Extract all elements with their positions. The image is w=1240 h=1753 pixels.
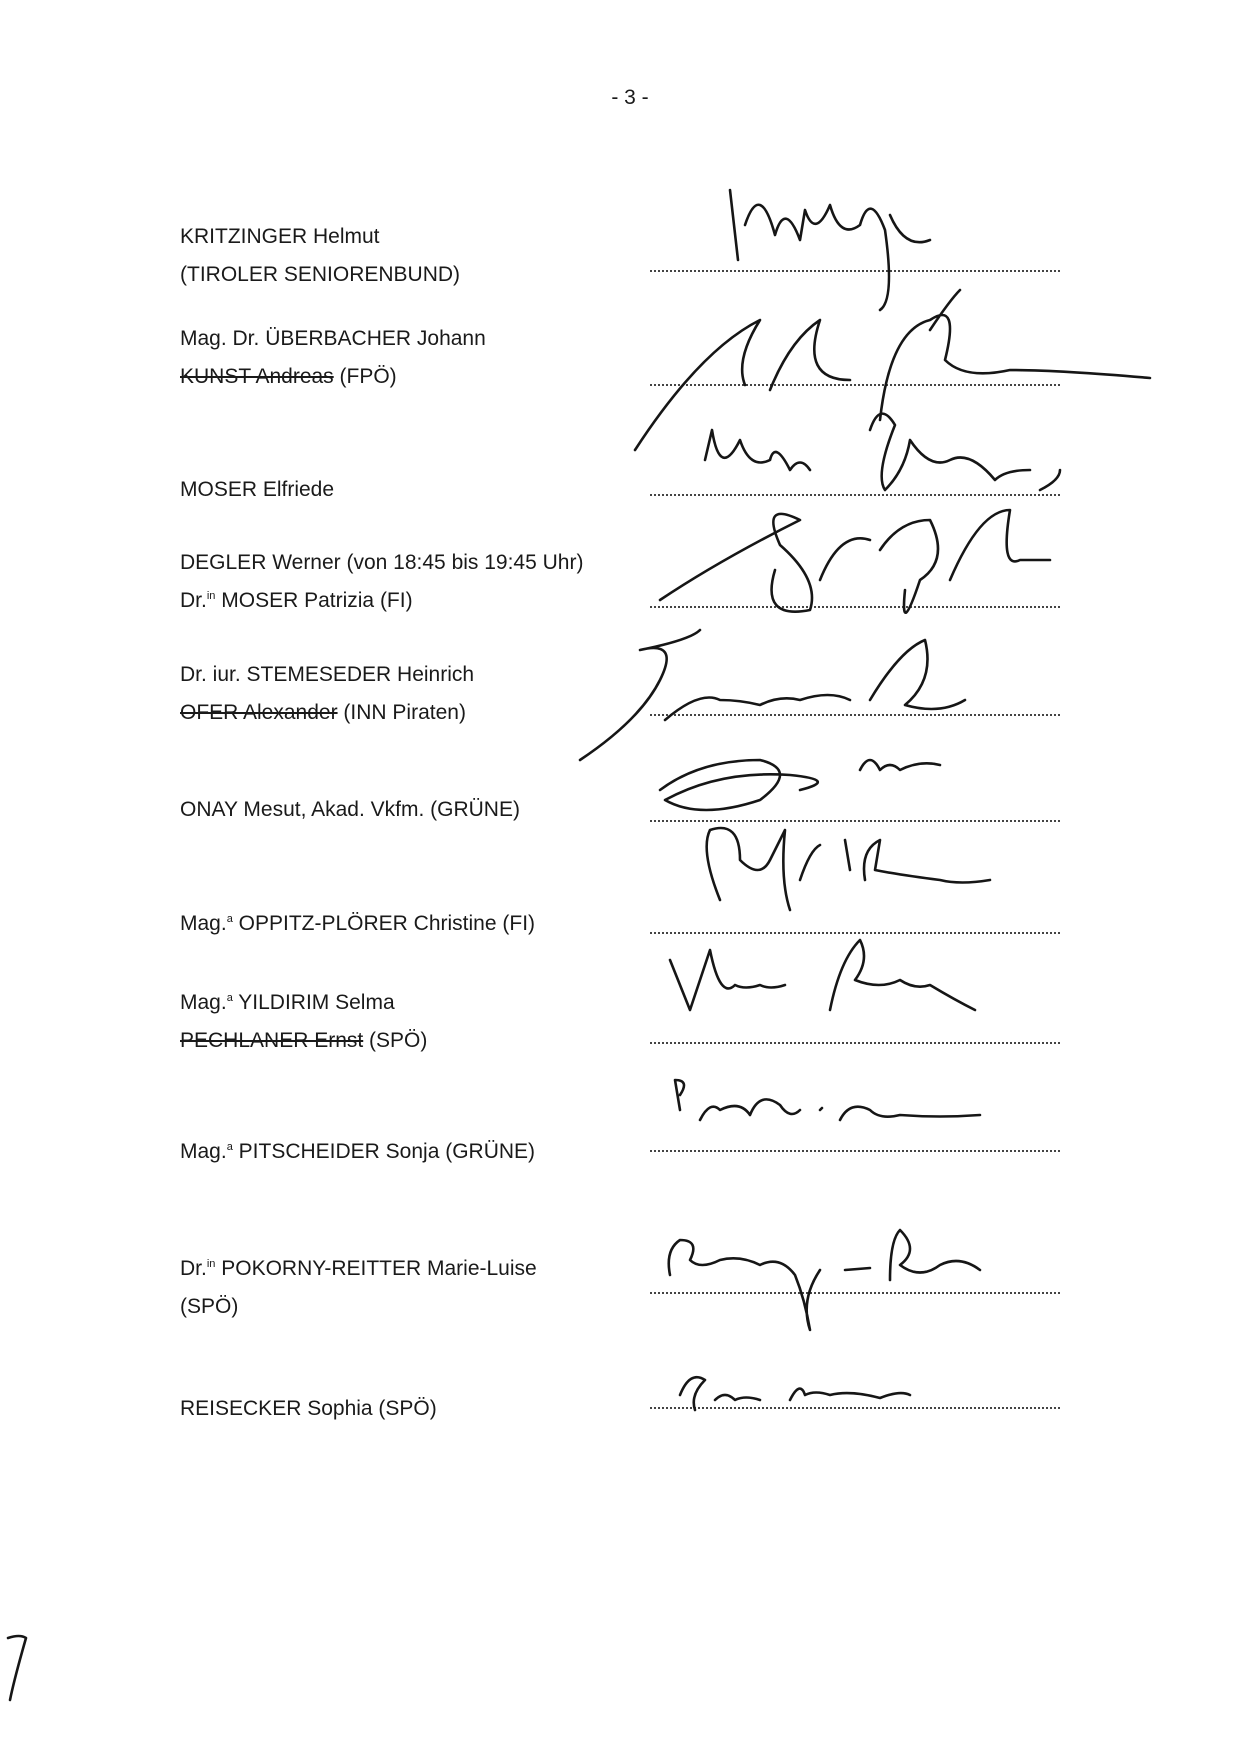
title-superscript: in <box>206 1258 216 1270</box>
name-text: (FPÖ) <box>333 365 397 388</box>
struck-name: OFER Alexander <box>180 701 338 724</box>
name-text: YILDIRIM Selma <box>232 991 395 1014</box>
kritzinger-signature <box>730 190 930 310</box>
name-text: MOSER Elfriede <box>180 478 335 501</box>
name-text: DEGLER Werner (von 18:45 bis 19:45 Uhr) <box>180 551 584 574</box>
name-text: PITSCHEIDER Sonja (GRÜNE) <box>232 1140 536 1163</box>
name-text: REISECKER Sophia (SPÖ) <box>180 1397 437 1420</box>
onay-signature <box>660 760 940 810</box>
margin-mark <box>8 1636 26 1700</box>
name-text: Mag. <box>180 1140 227 1163</box>
name-text: ONAY Mesut, Akad. Vkfm. (GRÜNE) <box>180 798 520 821</box>
moser-elfriede-signature <box>705 414 1060 490</box>
stemeseder-signature <box>580 630 965 760</box>
name-text: (TIROLER SENIORENBUND) <box>180 263 461 286</box>
pokorny-reitter-signature <box>669 1230 980 1330</box>
struck-name: KUNST Andreas <box>180 365 334 388</box>
title-superscript: in <box>206 590 216 602</box>
name-text: POKORNY-REITTER Marie-Luise <box>215 1257 537 1280</box>
yildirim-signature <box>670 940 975 1010</box>
name-text: Dr. <box>180 1257 207 1280</box>
title-superscript: a <box>226 913 233 925</box>
name-text: (SPÖ) <box>180 1295 239 1318</box>
name-text: Mag. <box>180 991 227 1014</box>
struck-name: PECHLANER Ernst <box>180 1029 364 1052</box>
name-text: (SPÖ) <box>363 1029 428 1052</box>
name-text: (INN Piraten) <box>337 701 466 724</box>
name-text: Mag. <box>180 912 227 935</box>
oppitz-ploerer-signature <box>707 828 990 910</box>
name-text: Dr. iur. STEMESEDER Heinrich <box>180 663 475 686</box>
name-text: KRITZINGER Helmut <box>180 225 380 248</box>
name-text: OPPITZ-PLÖRER Christine (FI) <box>232 912 536 935</box>
name-text: Dr. <box>180 589 207 612</box>
degler-signature <box>660 510 1050 613</box>
name-text: MOSER Patrizia (FI) <box>215 589 413 612</box>
title-superscript: a <box>226 1141 233 1153</box>
pitscheider-signature <box>675 1080 980 1120</box>
name-text: Mag. Dr. ÜBERBACHER Johann <box>180 327 486 350</box>
page-number: - 3 - <box>611 86 649 109</box>
reisecker-signature <box>680 1377 910 1410</box>
title-superscript: a <box>226 992 233 1004</box>
ueberbacher-signature <box>635 290 1150 450</box>
